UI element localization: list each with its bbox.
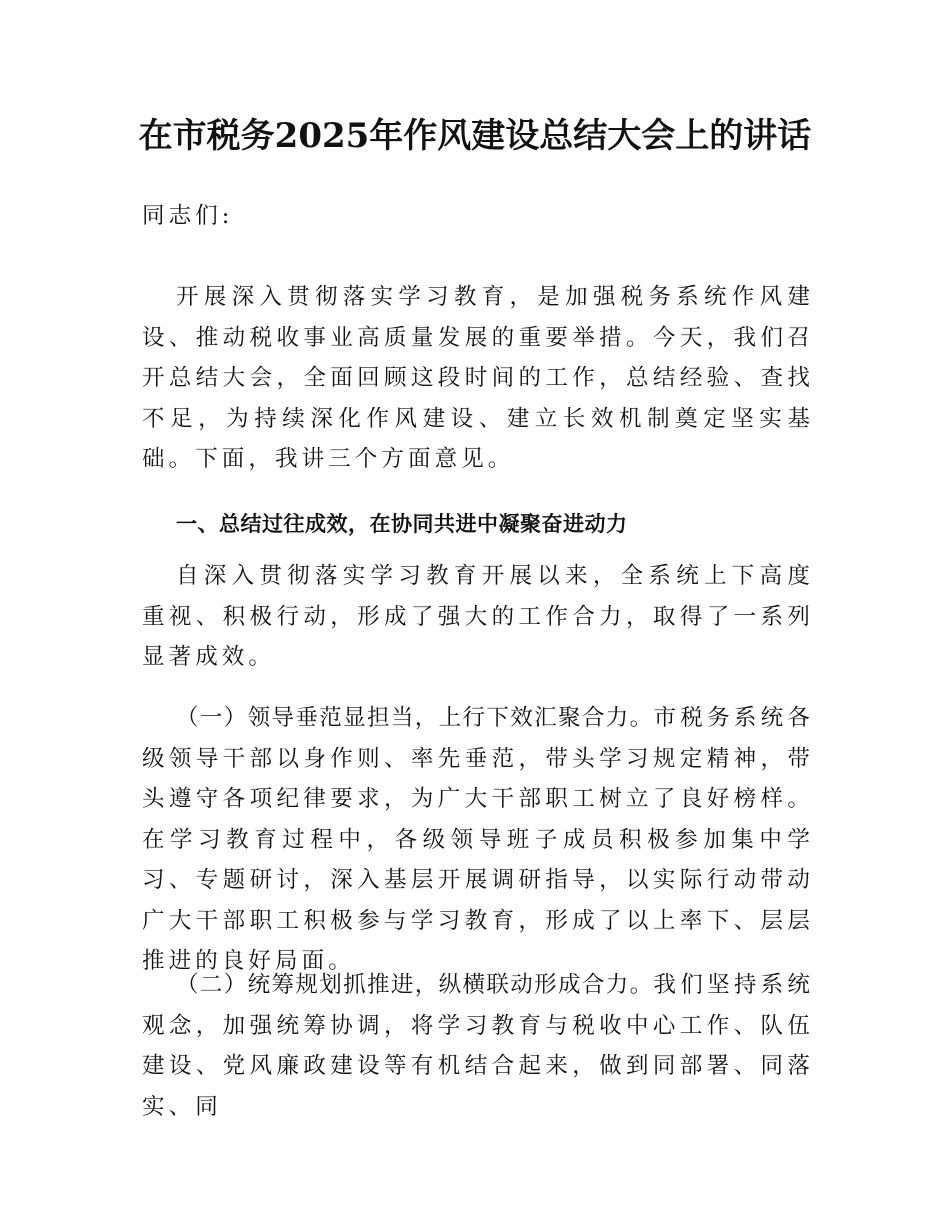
item-2-lead: （二）统筹规划抓推进，纵横联动形成合力。 bbox=[176, 972, 654, 998]
section-1-intro-paragraph: 自深入贯彻落实学习教育开展以来，全系统上下高度重视、积极行动，形成了强大的工作合力，取得了一系列显著成效。 bbox=[142, 563, 814, 670]
salutation: 同志们: bbox=[142, 203, 234, 229]
section-1-item-1-paragraph bbox=[142, 698, 814, 982]
section-1-heading: 一、总结过往成效，在协同共进中凝聚奋进动力 bbox=[176, 512, 628, 536]
item-2-text: 我们坚持系统观念，加强统筹协调，将学习教育与税收中心工作、队伍建设、党风廉政建设等有机结合起来，做到同部署、同落实、同 bbox=[142, 972, 814, 1120]
item-1-text: 市税务系统各级领导干部以身作则、率先垂范，带头学习规定精神，带头遵守各项纪律要求，为广大干部职工树立了良好榜样。在学习教育过程中，各级领导班子成员积极参加集中学习、专题研讨，深入基层开展调研指导，以实际行动带动广大干部职工积极参与学习教育，形成了以上率下、层层推进的良好局面。 bbox=[142, 705, 814, 974]
item-1-lead: （一）领导垂范显担当，上行下效汇聚合力。 bbox=[176, 705, 654, 731]
section-1-item-2-paragraph bbox=[142, 965, 814, 1127]
document-title: 在市税务2025年作风建设总结大会上的讲话 bbox=[138, 116, 812, 156]
intro-paragraph: 开展深入贯彻落实学习教育，是加强税务系统作风建设、推动税收事业高质量发展的重要举措。今天，我们召开总结大会，全面回顾这段时间的工作，总结经验、查找不足，为持续深化作风建设、建立长效机制奠定坚实基础。下面，我讲三个方面意见。 bbox=[142, 284, 814, 472]
